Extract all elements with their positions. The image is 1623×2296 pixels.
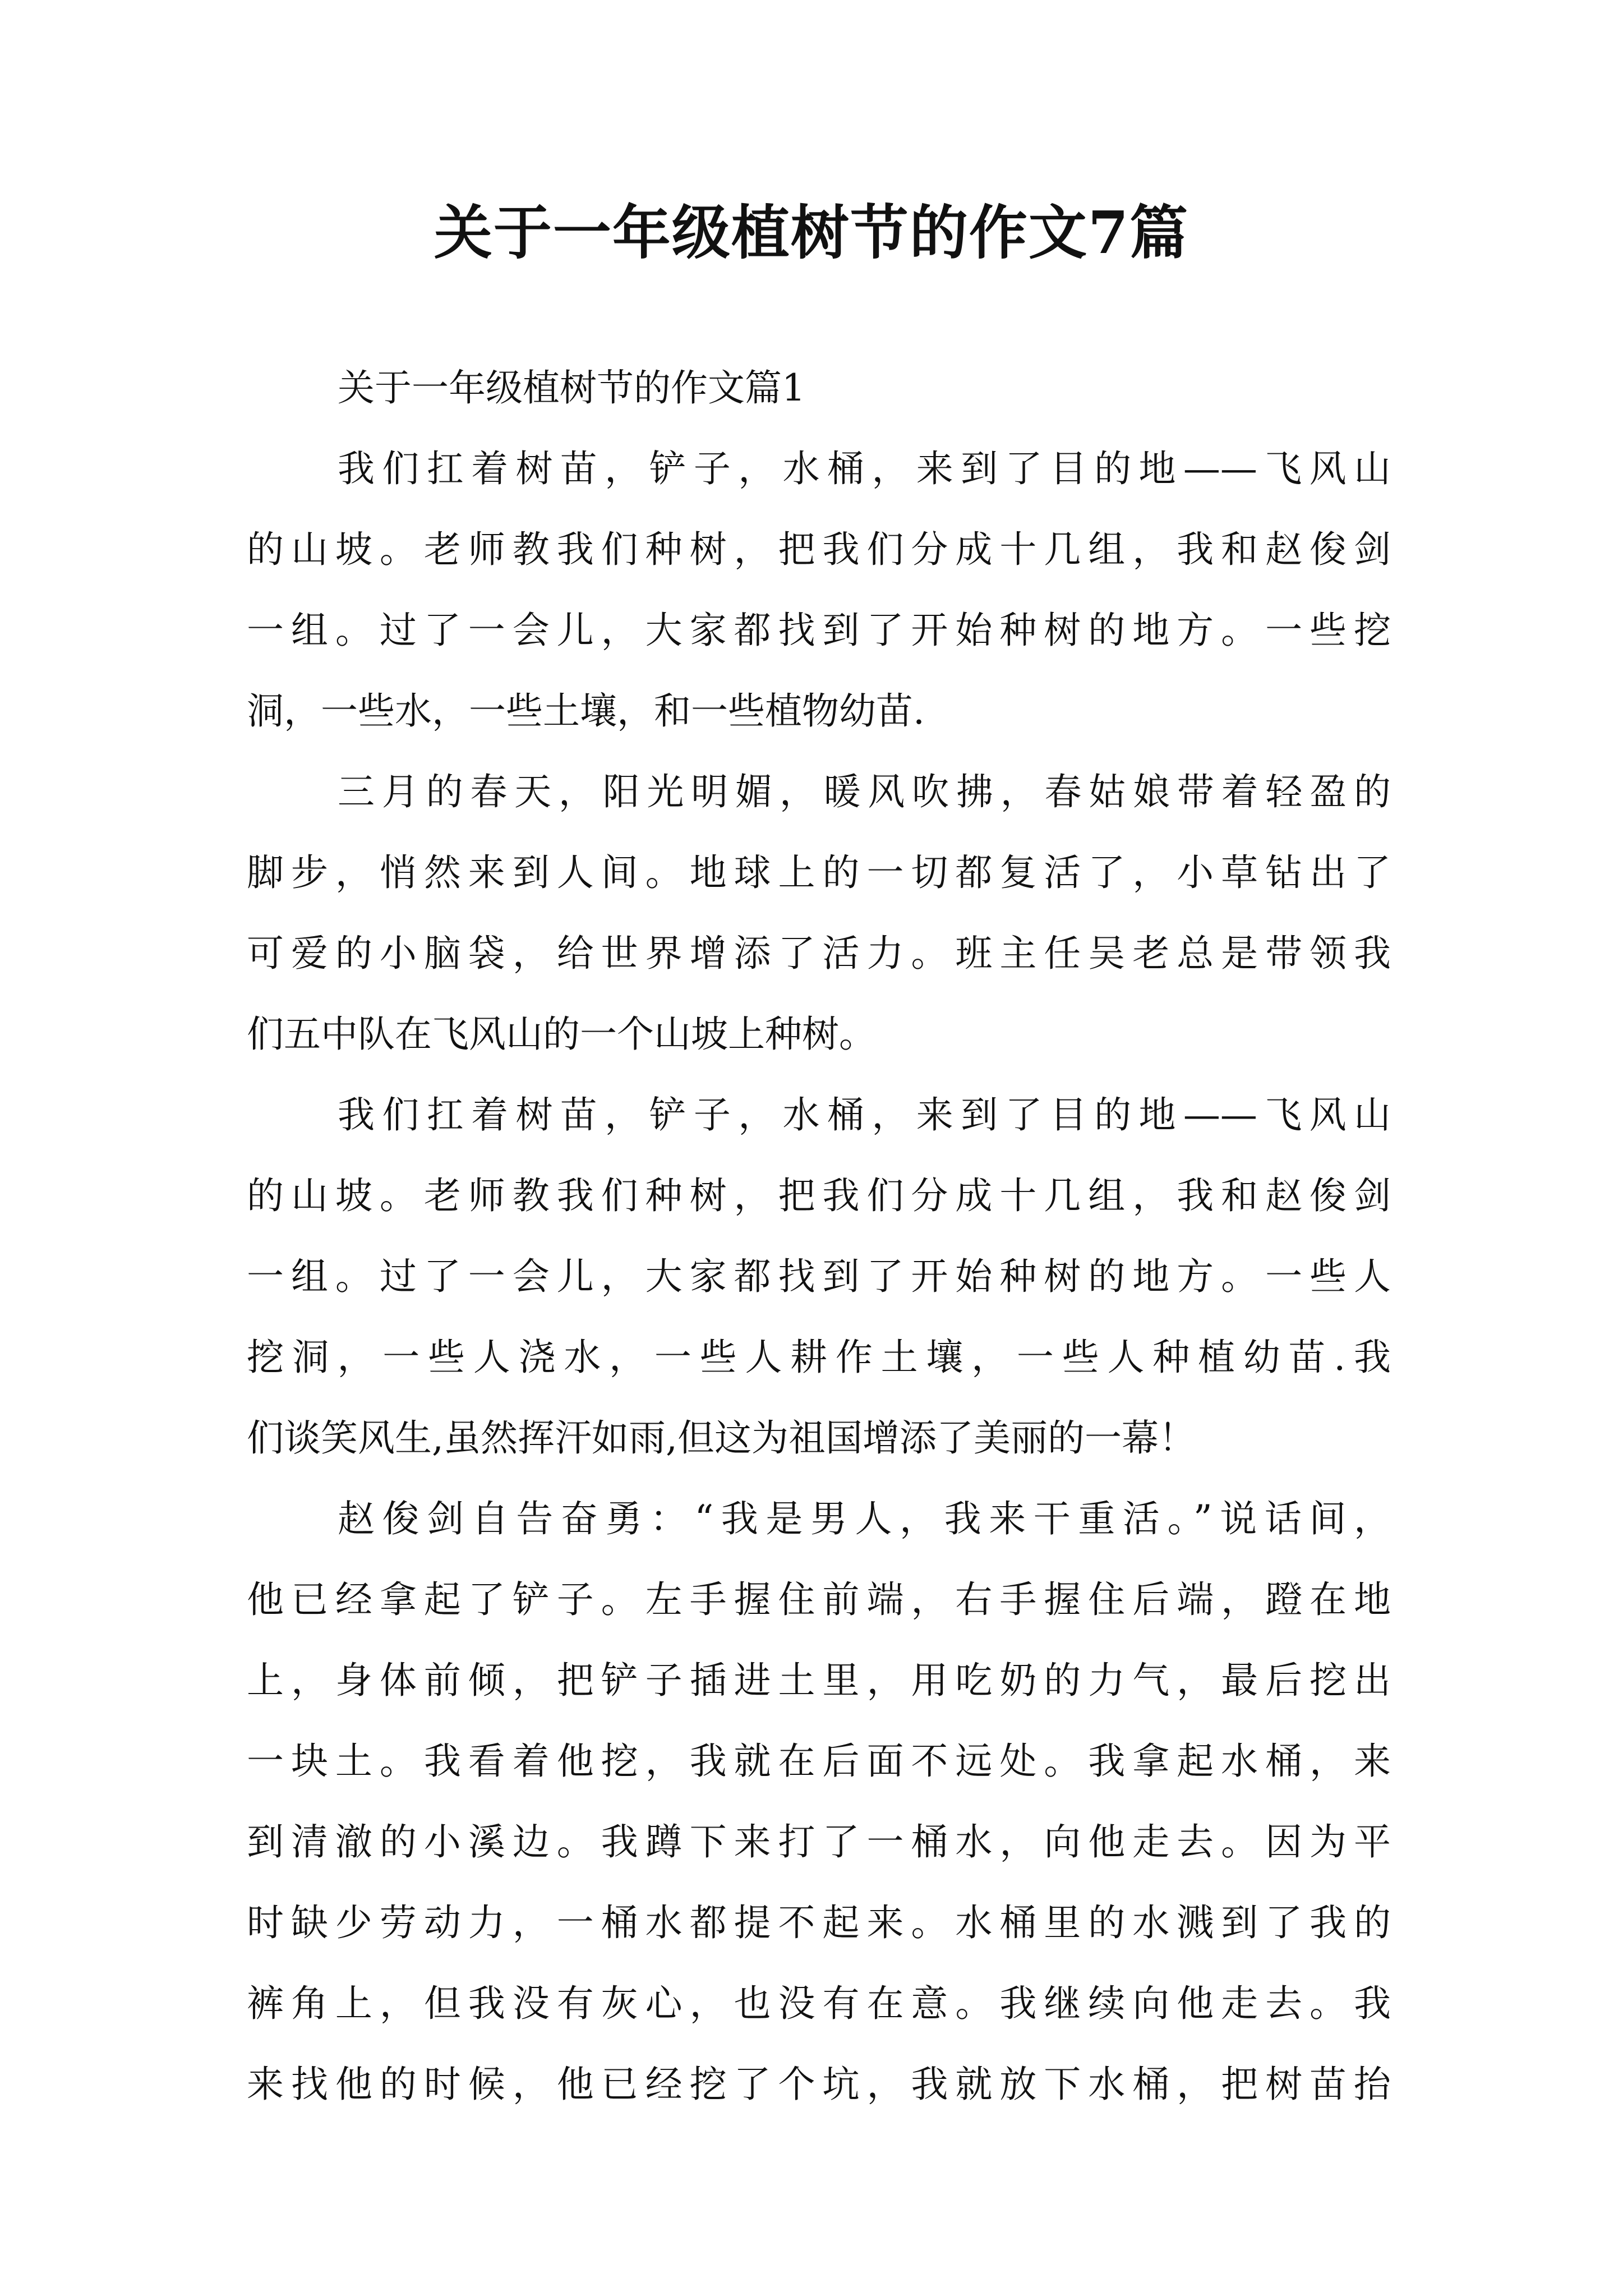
paragraph-line: 脚步，悄然来到人间。地球上的一切都复活了，小草钻出了 — [247, 851, 1391, 894]
paragraph-line: 一块土。我看着他挖，我就在后面不远处。我拿起水桶，来 — [247, 1740, 1391, 1783]
paragraph-line: 我们扛着树苗，铲子，水桶，来到了目的地——飞风山 — [338, 1093, 1391, 1137]
paragraph-1 — [247, 429, 1391, 752]
paragraph-line: 来找他的时候，他已经挖了个坑，我就放下水桶，把树苗抬 — [247, 2063, 1391, 2106]
paragraph-4 — [247, 1479, 1391, 2125]
paragraph-line: 时缺少劳动力，一桶水都提不起来。水桶里的水溅到了我的 — [247, 1901, 1391, 1944]
paragraph-line: 三月的春天，阳光明媚，暖风吹拂，春姑娘带着轻盈的 — [338, 770, 1391, 813]
paragraph-line: 赵俊剑自告奋勇：“我是男人，我来干重活。”说话间， — [338, 1497, 1391, 1540]
paragraph-line: 们五中队在飞风山的一个山坡上种树。 — [247, 1013, 876, 1056]
section-heading: 关于一年级植树节的作文篇1 — [338, 366, 805, 409]
paragraph-line: 我们扛着树苗，铲子，水桶，来到了目的地——飞风山 — [338, 447, 1391, 490]
document-title: 关于一年级植树节的作文7篇 — [434, 198, 1189, 267]
paragraph-line: 洞，一些水，一些土壤，和一些植物幼苗. — [247, 689, 925, 733]
paragraph-line: 挖洞，一些人浇水，一些人耕作土壤，一些人种植幼苗.我 — [247, 1336, 1391, 1379]
paragraph-line: 到清澈的小溪边。我蹲下来打了一桶水，向他走去。因为平 — [247, 1820, 1391, 1864]
paragraph-line: 一组。过了一会儿，大家都找到了开始种树的地方。一些挖 — [247, 609, 1391, 652]
paragraph-line: 上，身体前倾，把铲子插进土里，用吃奶的力气，最后挖出 — [247, 1659, 1391, 1702]
document-body — [247, 348, 1391, 2125]
paragraph-line: 可爱的小脑袋，给世界增添了活力。班主任吴老总是带领我 — [247, 932, 1391, 975]
paragraph-line: 一组。过了一会儿，大家都找到了开始种树的地方。一些人 — [247, 1255, 1391, 1298]
paragraph-line: 的山坡。老师教我们种树，把我们分成十几组，我和赵俊剑 — [247, 1174, 1391, 1217]
paragraph-3 — [247, 1075, 1391, 1479]
paragraph-line: 的山坡。老师教我们种树，把我们分成十几组，我和赵俊剑 — [247, 528, 1391, 571]
paragraph-line: 们谈笑风生,虽然挥汗如雨,但这为祖国增添了美丽的一幕！ — [247, 1416, 1196, 1460]
paragraph-line: 他已经拿起了铲子。左手握住前端，右手握住后端，蹬在地 — [247, 1578, 1391, 1621]
paragraph-line: 裤角上，但我没有灰心，也没有在意。我继续向他走去。我 — [247, 1982, 1391, 2025]
paragraph-2 — [247, 752, 1391, 1075]
